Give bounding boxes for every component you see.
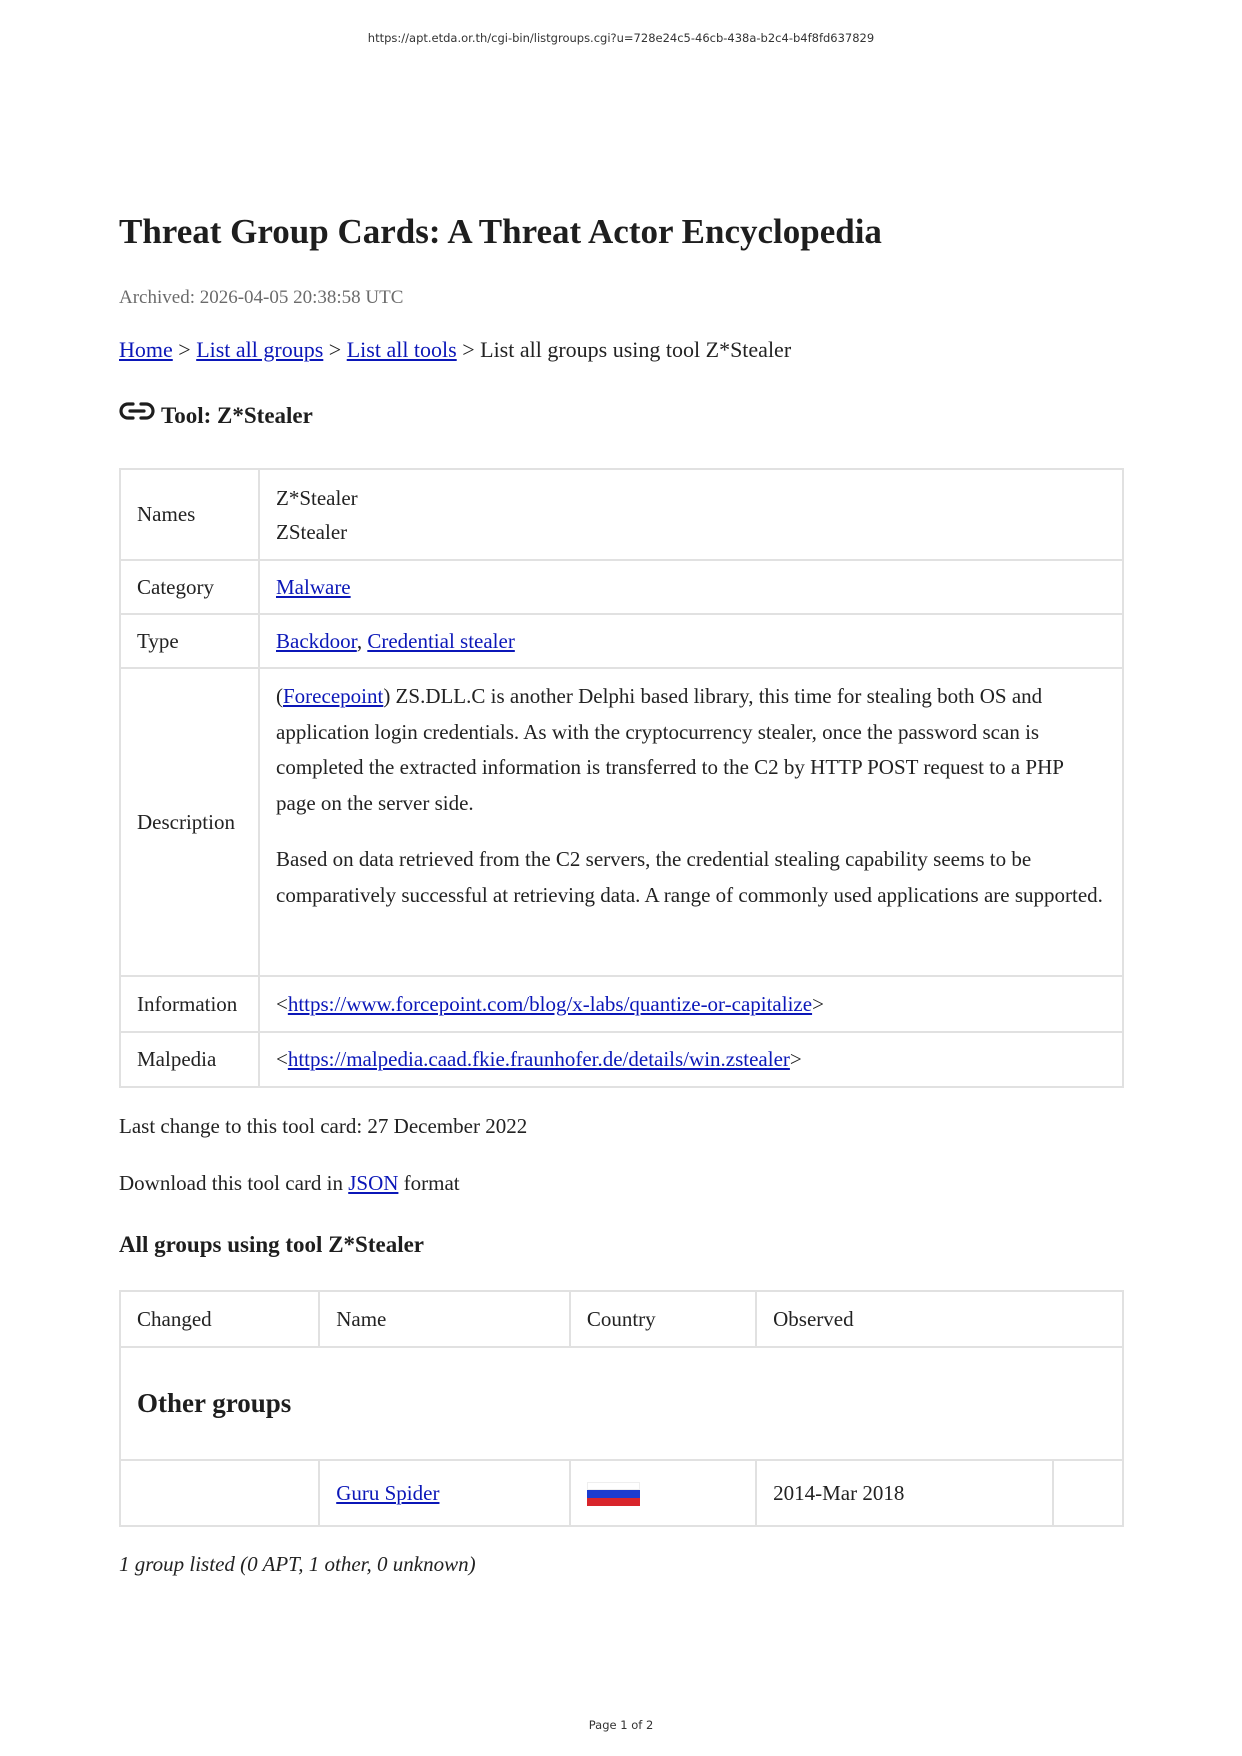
description-row bbox=[120, 668, 1123, 976]
download-prefix: Download this tool card in bbox=[119, 1171, 349, 1195]
type-label: Type bbox=[120, 614, 259, 668]
group-guru-spider-link[interactable]: Guru Spider bbox=[336, 1480, 440, 1505]
information-value bbox=[259, 976, 1123, 1032]
breadcrumb-separator: > bbox=[172, 337, 197, 362]
groups-heading: All groups using tool Z*Stealer bbox=[119, 1232, 424, 1257]
link-icon bbox=[119, 399, 155, 423]
type-value bbox=[259, 614, 1123, 668]
type-separator: , bbox=[356, 628, 368, 653]
information-url-link[interactable]: https://www.forcepoint.com/blog/x-labs/quantize-or-capitalize bbox=[287, 991, 813, 1016]
section-title: Other groups bbox=[137, 1388, 292, 1418]
tool-info-table bbox=[119, 468, 1124, 1088]
json-download-link[interactable]: JSON bbox=[348, 1171, 399, 1195]
description-value bbox=[259, 668, 1123, 976]
changed-cell bbox=[120, 1460, 319, 1526]
groups-summary: 1 group listed (0 APT, 1 other, 0 unknown) bbox=[119, 1552, 476, 1576]
name-cell bbox=[319, 1460, 570, 1526]
section-row bbox=[120, 1347, 1123, 1460]
groups-header-row bbox=[120, 1291, 1123, 1347]
page-indicator: Page 1 of 2 bbox=[588, 1718, 654, 1732]
description-label: Description bbox=[120, 668, 259, 976]
download-suffix: format bbox=[398, 1171, 460, 1195]
column-header-observed: Observed bbox=[756, 1291, 1123, 1347]
category-label: Category bbox=[120, 560, 259, 614]
empty-cell bbox=[1053, 1460, 1123, 1526]
russia-flag-icon bbox=[587, 1482, 640, 1506]
last-change: Last change to this tool card: 27 December 2022 bbox=[119, 1114, 528, 1138]
names-row bbox=[120, 469, 1123, 560]
angle-close: > bbox=[789, 1047, 802, 1071]
tool-heading-text: Tool: Z*Stealer bbox=[161, 403, 313, 428]
category-malware-link[interactable]: Malware bbox=[276, 574, 351, 599]
section-title-cell bbox=[120, 1347, 1123, 1460]
malpedia-value bbox=[259, 1032, 1123, 1087]
type-row bbox=[120, 614, 1123, 668]
page-url: https://apt.etda.or.th/cgi-bin/listgroups.cgi?u=728e24c5-46cb-438a-b2c4-b4f8fd637829 bbox=[367, 31, 875, 45]
breadcrumb-list-tools-link[interactable]: List all tools bbox=[346, 337, 457, 362]
malpedia-url-link[interactable]: https://malpedia.caad.fkie.fraunhofer.de/details/win.zstealer bbox=[287, 1047, 790, 1071]
flag-stripe-red bbox=[587, 1498, 640, 1506]
download-line bbox=[119, 1171, 460, 1196]
country-cell bbox=[570, 1460, 756, 1526]
column-header-name: Name bbox=[319, 1291, 570, 1347]
category-value bbox=[259, 560, 1123, 614]
name-item: ZStealer bbox=[276, 519, 348, 544]
table-row bbox=[120, 1460, 1123, 1526]
flag-stripe-blue bbox=[587, 1490, 640, 1498]
breadcrumb-current: > List all groups using tool Z*Stealer bbox=[456, 337, 792, 362]
page-title: Threat Group Cards: A Threat Actor Encyclopedia bbox=[119, 212, 882, 251]
column-header-changed: Changed bbox=[120, 1291, 319, 1347]
groups-table bbox=[119, 1290, 1124, 1527]
paren-open: ( bbox=[276, 684, 283, 708]
name-item: Z*Stealer bbox=[276, 485, 358, 510]
forecepoint-source-link[interactable]: Forecepoint bbox=[283, 684, 384, 708]
type-backdoor-link[interactable]: Backdoor bbox=[276, 628, 357, 653]
angle-open: < bbox=[276, 1047, 288, 1071]
archived-timestamp: Archived: 2026-04-05 20:38:58 UTC bbox=[119, 287, 404, 308]
names-label: Names bbox=[120, 469, 259, 560]
description-paragraph bbox=[276, 679, 1106, 821]
description-paragraph: Based on data retrieved from the C2 servers, the credential stealing capability seems to be comparatively successful at retrieving data. A range of commonly used applications are supported. bbox=[276, 847, 1103, 907]
angle-open: < bbox=[276, 991, 288, 1016]
malpedia-row bbox=[120, 1032, 1123, 1087]
information-label: Information bbox=[120, 976, 259, 1032]
breadcrumb bbox=[119, 337, 791, 363]
angle-close: > bbox=[812, 991, 824, 1016]
flag-stripe-white bbox=[587, 1482, 640, 1490]
category-row bbox=[120, 560, 1123, 614]
breadcrumb-separator: > bbox=[323, 337, 347, 362]
breadcrumb-list-groups-link[interactable]: List all groups bbox=[196, 337, 324, 362]
breadcrumb-home-link[interactable]: Home bbox=[119, 337, 173, 362]
type-credential-stealer-link[interactable]: Credential stealer bbox=[367, 628, 515, 653]
names-value bbox=[259, 469, 1123, 560]
tool-heading bbox=[119, 403, 313, 429]
malpedia-label: Malpedia bbox=[120, 1032, 259, 1087]
information-row bbox=[120, 976, 1123, 1032]
description-text: ) ZS.DLL.C is another Delphi based library, this time for stealing both OS and application login credentials. As with the cryptocurrency stealer, once the password scan is completed the extracted information is transferred to the C2 by HTTP POST request to a PHP page on the server side. bbox=[276, 684, 1064, 815]
observed-cell: 2014-Mar 2018 bbox=[756, 1460, 1053, 1526]
column-header-country: Country bbox=[570, 1291, 756, 1347]
